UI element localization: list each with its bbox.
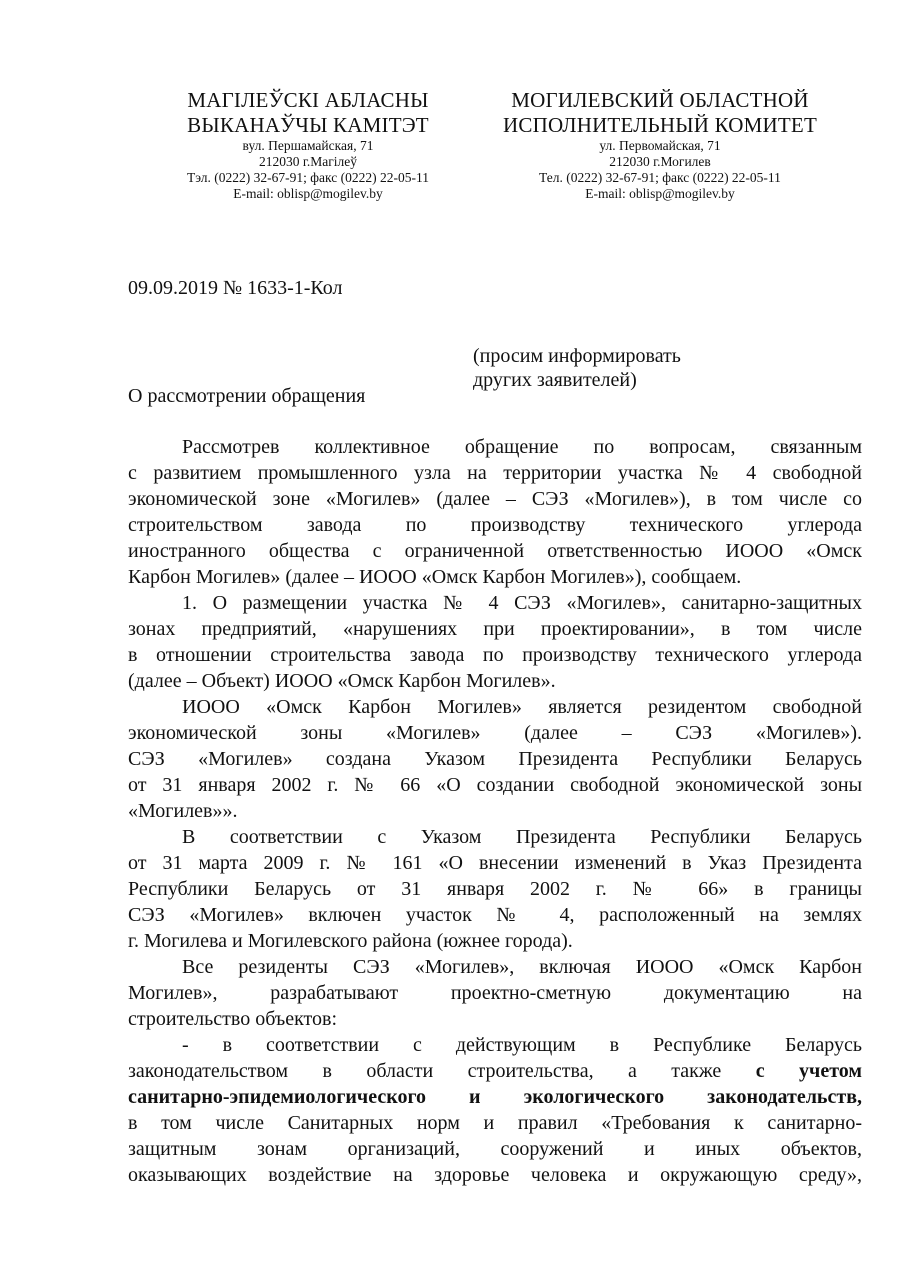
street-address: вул. Першамайская, 71 <box>242 138 374 153</box>
body-line: «Могилев»». <box>128 800 238 822</box>
postal-city: 212030 г.Магілеў <box>258 154 358 169</box>
registration-number: 09.09.2019 № 1633-1-Кол <box>128 277 343 299</box>
body-line <box>128 1084 862 1110</box>
street-address: ул. Первомайская, 71 <box>599 138 721 153</box>
body-line: Могилев», разрабатывают проектно-сметную документацию на <box>128 982 862 1004</box>
body-line: от 31 марта 2009 г. № 161 «О внесении изменений в Указ Президента <box>128 852 862 874</box>
body-line: Республики Беларусь от 31 января 2002 г. № 66» в границы <box>128 878 862 900</box>
body-line: экономической зоны «Могилев» (далее – СЭЗ «Могилев»). <box>128 722 862 744</box>
org-name-line2: ВЫКАНАЎЧЫ КАМІТЭТ <box>187 113 429 137</box>
body-line: от 31 января 2002 г. № 66 «О создании свободной экономической зоны <box>128 774 862 796</box>
body-line: В соответствии с Указом Президента Республики Беларусь <box>182 826 862 848</box>
body-line: - в соответствии с действующим в Республике Беларусь <box>182 1034 862 1056</box>
body-line: СЭЗ «Могилев» создана Указом Президента Республики Беларусь <box>128 748 862 770</box>
body-line: в отношении строительства завода по производству технического углерода <box>128 644 862 666</box>
letter-body <box>128 434 862 1188</box>
body-line: защитным зонам организаций, сооружений и иных объектов, <box>128 1138 862 1160</box>
body-line: Карбон Могилев» (далее – ИООО «Омск Карбон Могилев»), сообщаем. <box>128 566 742 588</box>
body-line: в том числе Санитарных норм и правил «Требования к санитарно- <box>128 1112 862 1134</box>
body-line: строительством завода по производству технического углерода <box>128 514 862 536</box>
body-line: иностранного общества с ограниченной ответственностью ИООО «Омск <box>128 540 862 562</box>
org-name-line2: ИСПОЛНИТЕЛЬНЫЙ КОМИТЕТ <box>503 113 817 137</box>
phone-fax: Тел. (0222) 32-67-91; факс (0222) 22-05-11 <box>539 170 781 185</box>
distribution-note <box>473 344 681 392</box>
body-line: законодательством в области строительства, а также с учетом <box>128 1060 862 1082</box>
note-line1: (просим информировать <box>473 345 681 367</box>
body-line: СЭЗ «Могилев» включен участок № 4, расположенный на землях <box>128 904 862 926</box>
body-line: ИООО «Омск Карбон Могилев» является резидентом свободной <box>182 696 862 718</box>
body-line: экономической зоне «Могилев» (далее – СЭЗ «Могилев»), в том числе со <box>128 488 862 510</box>
body-line: Рассмотрев коллективное обращение по вопросам, связанным <box>182 436 862 458</box>
body-line: строительство объектов: <box>128 1008 338 1030</box>
note-line2: других заявителей) <box>473 369 637 391</box>
org-name-line1: МОГИЛЕВСКИЙ ОБЛАСТНОЙ <box>511 88 809 112</box>
body-line: (далее – Объект) ИООО «Омск Карбон Могилев». <box>128 670 556 692</box>
phone-fax: Тэл. (0222) 32-67-91; факс (0222) 22-05-11 <box>187 170 429 185</box>
letterhead-russian <box>490 88 830 202</box>
postal-city: 212030 г.Могилев <box>609 154 711 169</box>
body-line: Все резиденты СЭЗ «Могилев», включая ИООО «Омск Карбон <box>182 956 862 978</box>
body-line: 1. О размещении участка № 4 СЭЗ «Могилев», санитарно-защитных <box>182 592 862 614</box>
emphasized-text: санитарно-эпидемиологического и экологического законодательств, <box>128 1086 862 1108</box>
letter-subject: О рассмотрении обращения <box>128 385 366 407</box>
org-name-line1: МАГІЛЕЎСКІ АБЛАСНЫ <box>187 88 429 112</box>
body-line: оказывающих воздействие на здоровье человека и окружающую среду», <box>128 1164 862 1186</box>
email: E-mail: oblisp@mogilev.by <box>585 186 735 201</box>
body-line: зонах предприятий, «нарушениях при проектировании», в том числе <box>128 618 862 640</box>
letterhead-belarusian <box>160 88 456 202</box>
email: E-mail: oblisp@mogilev.by <box>233 186 383 201</box>
emphasized-text: с учетом <box>755 1060 862 1082</box>
body-line: с развитием промышленного узла на территории участка № 4 свободной <box>128 462 862 484</box>
body-line: г. Могилева и Могилевского района (южнее города). <box>128 930 573 952</box>
